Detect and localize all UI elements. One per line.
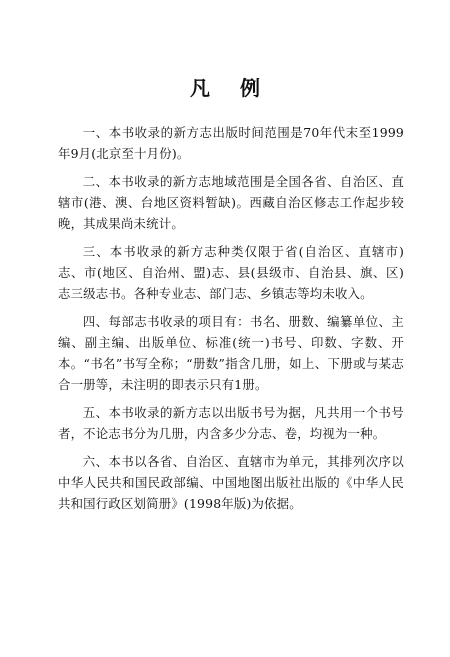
paragraph-1: 一、本书收录的新方志出版时间范围是70年代末至1999年9月(北京至十月份)。 bbox=[58, 125, 404, 161]
paragraph-3: 三、本书收录的新方志种类仅限于省(自治区、直辖市)志、市(地区、自治州、盟)志、县(县级市、自治县、旗、区)志三级志书。各种专业志、部门志、乡镇志等均未收入。 bbox=[58, 244, 404, 301]
paragraph-2: 二、本书收录的新方志地域范围是全国各省、自治区、直辖市(港、澳、台地区资料暂缺)。西藏自治区修志工作起步较晚，其成果尚未统计。 bbox=[58, 174, 404, 231]
paragraph-4: 四、每部志书收录的项目有：书名、册数、编纂单位、主编、副主编、出版单位、标准(统一)书号、印数、字数、开本。“书名”书写全称；“册数”指含几册，如上、下册或与某志合一册等，未注明的即表示只有1册。 bbox=[58, 314, 404, 392]
document-body bbox=[58, 122, 404, 521]
page-title: 凡例 bbox=[190, 76, 290, 100]
paragraph-6: 六、本书以各省、自治区、直辖市为单元，其排列次序以中华人民共和国民政部编、中国地图出版社出版的《中华人民共和国行政区划简册》(1998年版)为依据。 bbox=[58, 454, 404, 511]
paragraph-5: 五、本书收录的新方志以出版书号为据，凡共用一个书号者，不论志书分为几册，内含多少分志、卷，均视为一种。 bbox=[58, 405, 404, 441]
